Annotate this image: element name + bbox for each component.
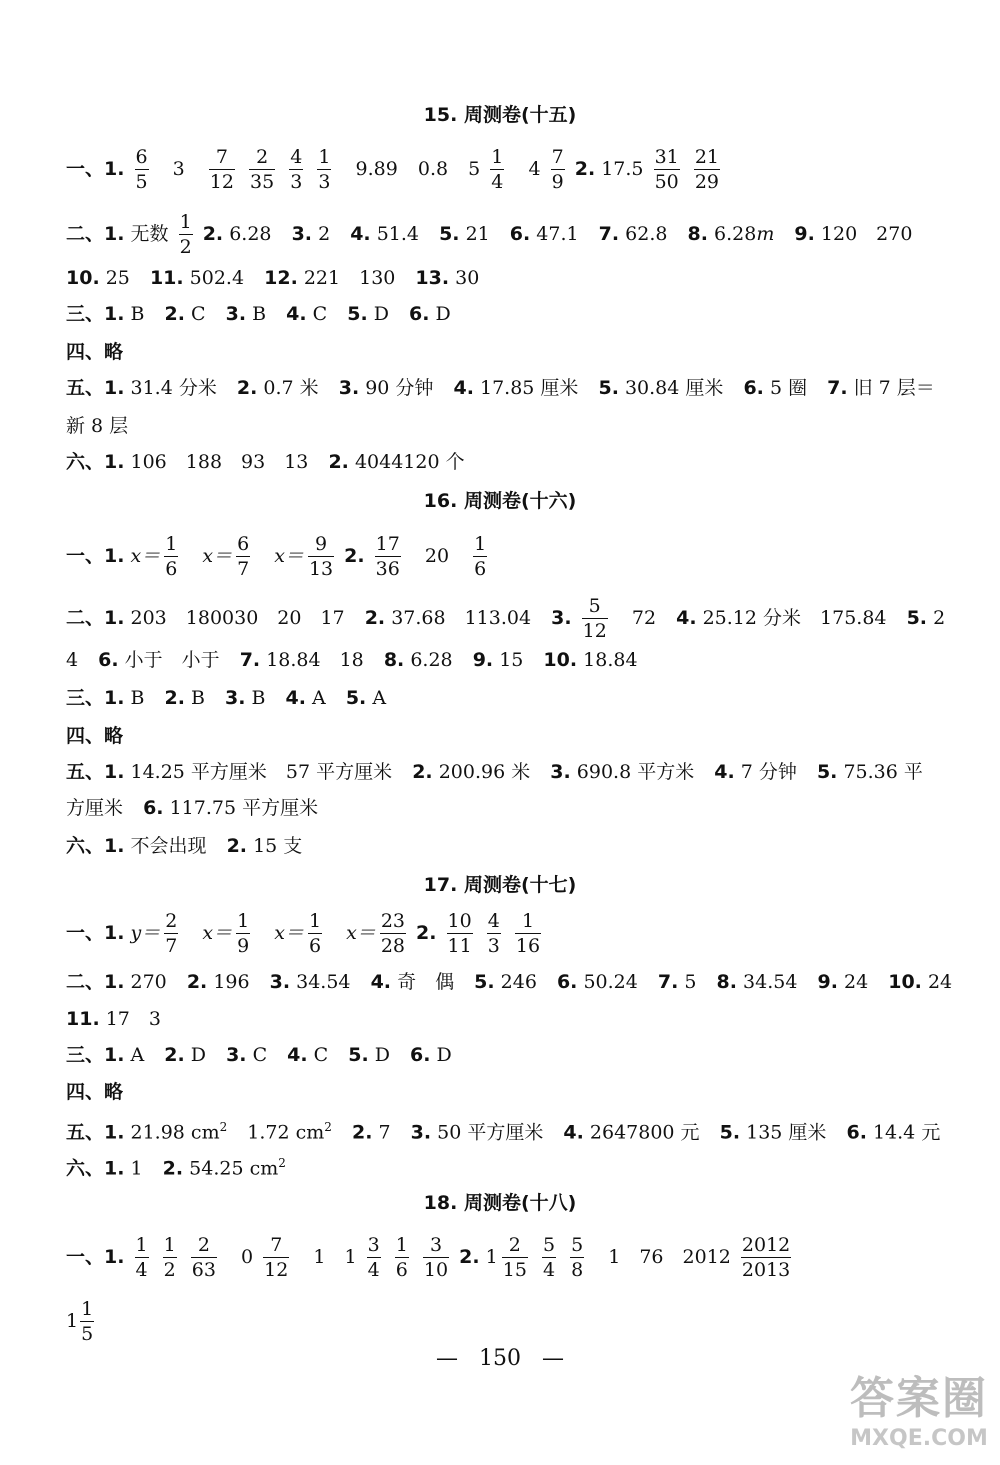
- fraction: $\frac{31}{50}$: [654, 146, 679, 193]
- fraction: $\frac{7}{9}$: [551, 146, 564, 193]
- section-title-18: 18. 周测卷(十八): [423, 1192, 577, 1214]
- s17-line-7: 六、1. 1 2. 54.25 $cm^2$: [66, 1156, 286, 1180]
- s15-line-4: 三、1. B 2. C 3. B 4. C 5. D 6. D: [66, 303, 451, 325]
- watermark-logo: [850, 1362, 988, 1451]
- part-lead: 一、1.: [66, 158, 125, 180]
- s15-line-1: 一、1. $\frac{6}{5}$ 3 $\frac{7}{12}$ $\frac{2}{35}$ $\frac{4}{3}$ $\frac{1}{3}$ 9.89 0.8 5 $\frac{1}{4}$ 4 $\frac{7}{9}$ 2. 17.5 $\frac{31}{50}$ $\frac{21}{29}$: [66, 146, 719, 193]
- s18-line-1: 一、1. $\frac{1}{4}$ $\frac{1}{2}$ $\frac{2}{63}$ 0 $\frac{7}{12}$ 1 1 $\frac{3}{4}$ $\frac{1}{6}$ $\frac{3}{10}$ 2. 1 $\frac{2}{15}$ $\frac{5}{4}$ $\frac{5}{8}$ 1 76 2012 $\frac{2012}{2013}$: [66, 1234, 791, 1281]
- fraction: $\frac{1}{2}$: [179, 211, 192, 258]
- s15-line-2: 二、1. 无数 $\frac{1}{2}$ 2. 6.28 3. 2 4. 51.4 5. 21 6. 47.1 7. 62.8 8. 6.28m 9. 120 270: [66, 211, 913, 258]
- s16-line-2: 二、1. 203 180030 20 17 2. 37.68 113.04 3. $\frac{5}{12}$ 72 4. 25.12 分米 175.84 5. 2: [66, 595, 946, 642]
- fraction: $\frac{21}{29}$: [694, 146, 719, 193]
- s17-line-3: 11. 17 3: [66, 1008, 161, 1030]
- section-title-17: 17. 周测卷(十七): [423, 874, 577, 896]
- fraction: $\frac{1}{4}$: [491, 146, 504, 193]
- s16-line-1: 一、1. x＝ $\frac{1}{6}$ x＝ $\frac{6}{7}$ x＝ $\frac{9}{13}$ 2. $\frac{17}{36}$ 20 $\frac{1}{6}$: [66, 533, 487, 580]
- s17-line-5: 四、略: [66, 1081, 124, 1103]
- fraction: $\frac{2}{35}$: [250, 146, 275, 193]
- s15-line-6: 五、1. 31.4 分米 2. 0.7 米 3. 90 分钟 4. 17.85 厘米 5. 30.84 厘米 6. 5 圈 7. 旧 7 层＝: [66, 377, 935, 399]
- s15-line-5: 四、略: [66, 341, 124, 363]
- s15-line-7: 新 8 层: [66, 415, 129, 437]
- s18-line-2: 1 $\frac{1}{5}$: [66, 1298, 94, 1345]
- s15-line-8: 六、1. 106 188 93 13 2. 4044120 个: [66, 451, 465, 473]
- section-title-15: 15. 周测卷(十五): [423, 104, 577, 126]
- section-title-16: 16. 周测卷(十六): [423, 490, 577, 512]
- fraction: $\frac{6}{5}$: [135, 146, 148, 193]
- page-number: — 150 —: [436, 1346, 564, 1371]
- s15-line-3: 10. 25 11. 502.4 12. 221 130 13. 30: [66, 267, 480, 289]
- s16-line-4: 三、1. B 2. B 3. B 4. A 5. A: [66, 687, 387, 709]
- fraction: $\frac{4}{3}$: [290, 146, 303, 193]
- fraction: $\frac{7}{12}$: [209, 146, 234, 193]
- s16-line-6: 五、1. 14.25 平方厘米 57 平方厘米 2. 200.96 米 3. 690.8 平方米 4. 7 分钟 5. 75.36 平: [66, 761, 923, 783]
- watermark-url: MXQE.COM: [850, 1426, 988, 1451]
- s16-line-7: 方厘米 6. 117.75 平方厘米: [66, 797, 319, 819]
- s17-line-1: 一、1. y＝ $\frac{2}{7}$ x＝ $\frac{1}{9}$ x＝ $\frac{1}{6}$ x＝ $\frac{23}{28}$ 2. $\frac{10}{11}$ $\frac{4}{3}$ $\frac{1}{16}$: [66, 910, 541, 957]
- s16-line-8: 六、1. 不会出现 2. 15 支: [66, 835, 303, 857]
- s17-line-2: 二、1. 270 2. 196 3. 34.54 4. 奇 偶 5. 246 6. 50.24 7. 5 8. 34.54 9. 24 10. 24: [66, 971, 953, 993]
- s16-line-5: 四、略: [66, 725, 124, 747]
- s17-line-4: 三、1. A 2. D 3. C 4. C 5. D 6. D: [66, 1044, 452, 1066]
- watermark-logo-text: 答案圈: [850, 1373, 988, 1424]
- s17-line-6: 五、1. 21.98 $cm^2$ 1.72 $cm^2$ 2. 7 3. 50 平方厘米 4. 2647800 元 5. 135 厘米 6. 14.4 元: [66, 1120, 941, 1144]
- s16-line-3: 4 6. 小于 小于 7. 18.84 18 8. 6.28 9. 15 10. 18.84: [66, 649, 638, 671]
- fraction: $\frac{1}{3}$: [318, 146, 331, 193]
